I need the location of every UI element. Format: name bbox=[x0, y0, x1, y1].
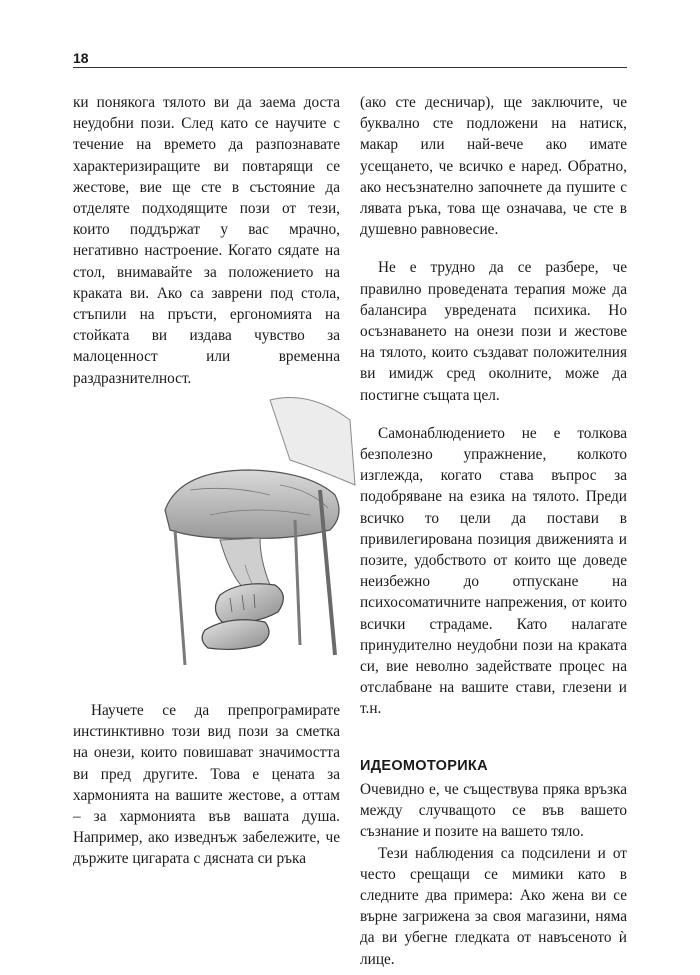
seated-legs-crossed-under-chair-sketch-icon bbox=[160, 390, 360, 670]
right-column bbox=[360, 92, 627, 970]
section-heading: ИДЕОМОТОРИКА bbox=[360, 757, 488, 774]
header-rule bbox=[73, 67, 627, 68]
paragraph: Научете се да препрограмирате инстинктивно този вид пози за сметка на онези, които повишават значимостта ви пред другите. Това е цената за хармонията на вашите жестове, а оттам – за хармонията във вашата душа. Например, ако изведнъж забележите, че държите цигарата с дясната си ръка bbox=[73, 702, 340, 868]
paragraph: ки понякога тялото ви да заема доста неудобни пози. След като се научите с течение на времето да разпознавате характеризиращите ви повтарящи се жестове, вие ще сте в състояние да отделяте подходящите пози от тези, които поддържат у вас мрачно, негативно настроение. Когато сядате на стол, внимавайте за положението на краката ви. Ако са заврени под стола, стъпили на пръсти, ергономията на стойката ви издава чувство за малоценност или временна раздразнителност. bbox=[73, 94, 340, 387]
paragraph: (ако сте десничар), ще заключите, че буквално сте подложени на натиск, макар или най-вече ако имате усещането, че всичко е наред. Обратно, ако несъзнателно започнете да пушите с лявата ръка, това ще означава, че сте в душевно равновесие. bbox=[360, 94, 627, 239]
paragraph: Очевидно е, че съществува пряка връзка между случващото се във вашето съзнание и позите на вашето тяло. bbox=[360, 780, 627, 841]
paragraph: Самонаблюдението не е толкова безполезно упражнение, колкото изглежда, когато става въпрос за подобряване на езика на тялото. Преди всичко то цели да постави в привилегирована позиция движенията и позите, удобството от които ще доведе неизбежно до отпускане на психосоматичните напрежения, от които всички страдаме. Като налагате принудително неудобни пози на краката си, вие неволно задействате процес на отслабване на вашите стави, глезени и т.н. bbox=[360, 424, 627, 718]
left-column-bottom bbox=[73, 700, 340, 870]
page-number: 18 bbox=[73, 50, 89, 66]
left-column-top bbox=[73, 92, 340, 389]
paragraph: Не е трудно да се разбере, че правилно проведената терапия може да балансира увредената психика. Но осъзнаването на онези пози и жестове на тялото, които създават положителния ви имидж сред околните, може да постигне същата цел. bbox=[360, 259, 627, 404]
paragraph: Тези наблюдения са подсилени и от често срещащи се мимики като в следните два примера: Ако жена ви се върне загрижена за своя магазини, няма да ви убегне гледката от навъсеното ѝ лице. bbox=[360, 844, 627, 968]
